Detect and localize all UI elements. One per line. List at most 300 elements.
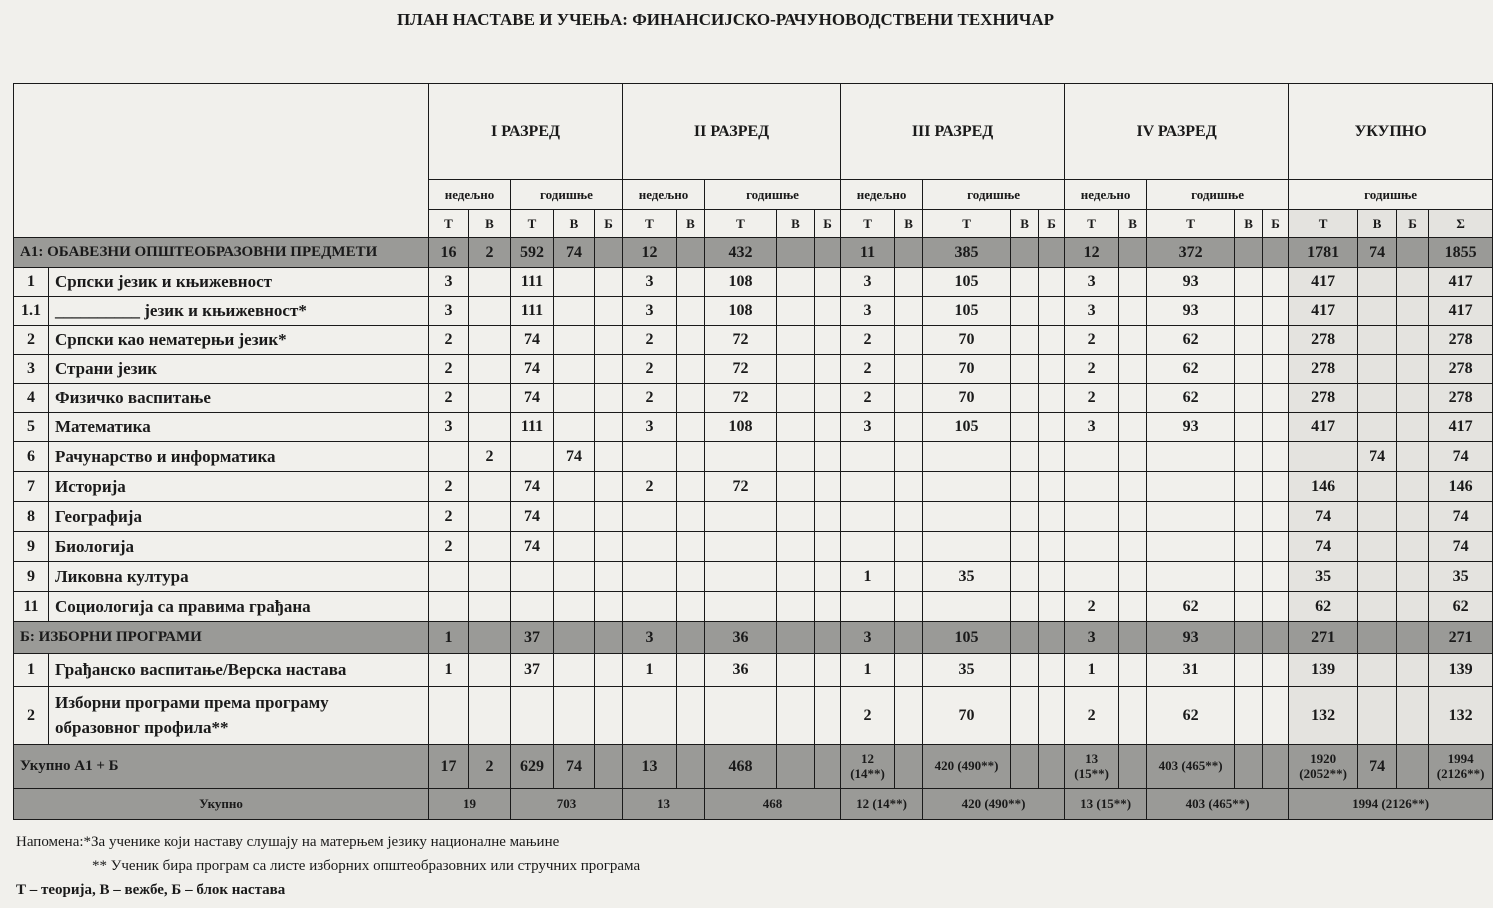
- subject-name: __________ језик и књижевност*: [49, 297, 429, 326]
- subject-value: 62: [1147, 355, 1235, 384]
- subject-value: 62: [1429, 592, 1493, 622]
- subject-value: 62: [1147, 687, 1235, 745]
- subject-value: 111: [511, 297, 554, 326]
- subject-value: 2: [429, 384, 469, 413]
- subject-value: [1263, 562, 1289, 592]
- subject-value: [469, 384, 511, 413]
- group-b-value: 37: [511, 622, 554, 654]
- subject-value: [923, 592, 1011, 622]
- subject-value: [777, 592, 815, 622]
- subject-value: 93: [1147, 297, 1235, 326]
- col-b-header: Б: [1263, 210, 1289, 238]
- subject-value: 2: [429, 326, 469, 355]
- subject-value: [815, 562, 841, 592]
- subject-value: [595, 297, 623, 326]
- weekly-header: недељно: [623, 180, 705, 210]
- subject-value: 1: [623, 654, 677, 687]
- subject-value: 3: [623, 268, 677, 297]
- subject-value: [777, 442, 815, 472]
- subject-value: [1235, 592, 1263, 622]
- subject-value: 62: [1147, 326, 1235, 355]
- row-number: 1: [14, 268, 49, 297]
- subject-value: 3: [841, 297, 895, 326]
- subject-value: [1147, 502, 1235, 532]
- subject-value: 3: [841, 268, 895, 297]
- group-a-value: 432: [705, 238, 777, 268]
- subject-value: [1119, 502, 1147, 532]
- group-b-value: 105: [923, 622, 1011, 654]
- subject-value: [677, 326, 705, 355]
- subject-value: [705, 562, 777, 592]
- subject-value: [777, 532, 815, 562]
- subject-value: [895, 592, 923, 622]
- subject-value: 35: [1289, 562, 1358, 592]
- col-t-header: Т: [841, 210, 895, 238]
- subject-value: [1358, 384, 1397, 413]
- subject-value: [1235, 297, 1263, 326]
- group-b-value: [1263, 622, 1289, 654]
- subject-value: 2: [841, 384, 895, 413]
- subject-value: [469, 654, 511, 687]
- subject-value: 2: [623, 384, 677, 413]
- subject-value: 70: [923, 687, 1011, 745]
- group-b-value: [554, 622, 595, 654]
- subject-value: 74: [1429, 532, 1493, 562]
- subject-name: Српски језик и књижевност: [49, 268, 429, 297]
- subject-value: [1263, 442, 1289, 472]
- subject-value: [815, 442, 841, 472]
- col-v-header: В: [1358, 210, 1397, 238]
- subject-value: [1263, 268, 1289, 297]
- subject-value: [511, 592, 554, 622]
- subject-value: 139: [1289, 654, 1358, 687]
- subject-value: [1011, 297, 1039, 326]
- group-a-value: [1119, 238, 1147, 268]
- subject-value: [554, 562, 595, 592]
- group-b-value: [1011, 622, 1039, 654]
- col-t-header: Т: [705, 210, 777, 238]
- col-v-header: В: [469, 210, 511, 238]
- subject-value: 105: [923, 413, 1011, 442]
- subject-value: 72: [705, 326, 777, 355]
- subject-value: 1: [841, 654, 895, 687]
- subject-value: [1263, 297, 1289, 326]
- subject-value: [429, 562, 469, 592]
- subject-value: [1147, 532, 1235, 562]
- subject-value: [1358, 268, 1397, 297]
- subject-name: Физичко васпитање: [49, 384, 429, 413]
- subject-value: [1039, 326, 1065, 355]
- subject-name: Страни језик: [49, 355, 429, 384]
- total-ab-value: 13 (15**): [1065, 745, 1119, 789]
- group-a-value: [595, 238, 623, 268]
- row-number: 1: [14, 654, 49, 687]
- col-t-header: Т: [1147, 210, 1235, 238]
- yearly-header: годишње: [1147, 180, 1289, 210]
- subject-value: [1119, 654, 1147, 687]
- subject-value: [1235, 268, 1263, 297]
- subject-value: [1358, 592, 1397, 622]
- subject-value: [1397, 654, 1429, 687]
- subject-value: [815, 592, 841, 622]
- subject-name: Математика: [49, 413, 429, 442]
- subject-value: 62: [1147, 384, 1235, 413]
- subject-value: [554, 326, 595, 355]
- group-b-value: [469, 622, 511, 654]
- row-number: 2: [14, 687, 49, 745]
- subject-value: 2: [1065, 687, 1119, 745]
- col-t-header: Т: [1289, 210, 1358, 238]
- subject-value: 417: [1429, 297, 1493, 326]
- subject-value: [815, 326, 841, 355]
- subject-value: [1011, 472, 1039, 502]
- subject-value: [1011, 532, 1039, 562]
- group-b-value: 93: [1147, 622, 1235, 654]
- subject-value: 132: [1429, 687, 1493, 745]
- subject-value: 62: [1289, 592, 1358, 622]
- subject-value: [1397, 355, 1429, 384]
- subject-value: 2: [429, 532, 469, 562]
- subject-value: [1039, 442, 1065, 472]
- subject-value: 3: [429, 268, 469, 297]
- subject-value: [1235, 384, 1263, 413]
- subject-value: [1039, 297, 1065, 326]
- col-t-header: Т: [429, 210, 469, 238]
- subject-value: [895, 687, 923, 745]
- subject-value: 74: [1429, 502, 1493, 532]
- grand-total-value: 19: [429, 789, 511, 820]
- group-a-value: 74: [1358, 238, 1397, 268]
- subject-value: [895, 654, 923, 687]
- subject-value: [777, 687, 815, 745]
- subject-value: [554, 502, 595, 532]
- subject-name: Историја: [49, 472, 429, 502]
- total-ab-value: [815, 745, 841, 789]
- subject-value: [677, 413, 705, 442]
- subject-value: 74: [511, 326, 554, 355]
- subject-value: [895, 442, 923, 472]
- col-v-header: В: [895, 210, 923, 238]
- subject-value: [777, 502, 815, 532]
- subject-value: [895, 355, 923, 384]
- note-legend: Т – теорија, В – вежбе, Б – блок настава: [16, 882, 286, 898]
- subject-value: 132: [1289, 687, 1358, 745]
- subject-value: 278: [1289, 384, 1358, 413]
- subject-value: 36: [705, 654, 777, 687]
- subject-value: [815, 297, 841, 326]
- subject-value: [595, 384, 623, 413]
- subject-value: 111: [511, 268, 554, 297]
- subject-value: [1119, 355, 1147, 384]
- subject-value: [554, 532, 595, 562]
- subject-value: [923, 442, 1011, 472]
- subject-name: Биологија: [49, 532, 429, 562]
- subject-value: [815, 472, 841, 502]
- subject-value: [1358, 413, 1397, 442]
- row-number: 4: [14, 384, 49, 413]
- subject-value: [677, 687, 705, 745]
- row-number: 11: [14, 592, 49, 622]
- subject-name: Грађанско васпитање/Верска настава: [49, 654, 429, 687]
- subject-value: [1397, 413, 1429, 442]
- row-number: 7: [14, 472, 49, 502]
- group-a-value: 2: [469, 238, 511, 268]
- subject-value: [595, 532, 623, 562]
- group-b-value: 1: [429, 622, 469, 654]
- subject-value: [677, 592, 705, 622]
- subject-value: [1039, 355, 1065, 384]
- total-ab-value: 74: [554, 745, 595, 789]
- subject-value: 93: [1147, 413, 1235, 442]
- header-blank: [14, 84, 429, 238]
- group-b-value: [1119, 622, 1147, 654]
- subject-value: [1039, 384, 1065, 413]
- subject-value: [677, 442, 705, 472]
- subject-value: 74: [554, 442, 595, 472]
- subject-value: 417: [1429, 413, 1493, 442]
- subject-value: 74: [511, 472, 554, 502]
- subject-value: 105: [923, 297, 1011, 326]
- subject-value: 3: [841, 413, 895, 442]
- subject-value: [1397, 472, 1429, 502]
- subject-value: 1: [429, 654, 469, 687]
- grand-total-value: 12 (14**): [841, 789, 923, 820]
- subject-value: [777, 472, 815, 502]
- subject-value: [1263, 687, 1289, 745]
- row-number: 6: [14, 442, 49, 472]
- subject-value: [1039, 532, 1065, 562]
- grand-total-label: Укупно: [14, 789, 429, 820]
- subject-value: [554, 472, 595, 502]
- total-header: УКУПНО: [1289, 84, 1493, 180]
- subject-value: [554, 297, 595, 326]
- subject-value: 70: [923, 326, 1011, 355]
- subject-value: [705, 592, 777, 622]
- col-b-header: Б: [1039, 210, 1065, 238]
- subject-value: 278: [1289, 355, 1358, 384]
- grand-total-value: 703: [511, 789, 623, 820]
- note-line-2: ** Ученик бира програм са листе изборних општеобразовних или стручних програма: [92, 858, 641, 874]
- subject-value: [1235, 687, 1263, 745]
- subject-value: [815, 384, 841, 413]
- total-ab-value: 17: [429, 745, 469, 789]
- subject-value: 417: [1289, 297, 1358, 326]
- grand-total-value: 13 (15**): [1065, 789, 1147, 820]
- subject-value: 74: [1429, 442, 1493, 472]
- subject-value: 35: [1429, 562, 1493, 592]
- subject-value: [469, 592, 511, 622]
- subject-value: 74: [1289, 502, 1358, 532]
- group-b-value: [895, 622, 923, 654]
- group-b-value: 3: [1065, 622, 1119, 654]
- subject-value: [1358, 687, 1397, 745]
- subject-value: 139: [1429, 654, 1493, 687]
- subject-value: [1011, 384, 1039, 413]
- subject-value: [469, 472, 511, 502]
- group-b-value: 36: [705, 622, 777, 654]
- subject-value: [1065, 502, 1119, 532]
- col-v-header: В: [1011, 210, 1039, 238]
- subject-value: [429, 592, 469, 622]
- subject-value: 146: [1289, 472, 1358, 502]
- group-a-value: 16: [429, 238, 469, 268]
- subject-value: [1263, 532, 1289, 562]
- group-b-value: [777, 622, 815, 654]
- subject-value: 3: [1065, 413, 1119, 442]
- subject-value: [841, 502, 895, 532]
- subject-value: [1119, 326, 1147, 355]
- subject-value: 2: [623, 326, 677, 355]
- subject-value: [705, 687, 777, 745]
- subject-value: [923, 502, 1011, 532]
- group-b-value: 271: [1289, 622, 1358, 654]
- yearly-header: годишње: [705, 180, 841, 210]
- subject-value: [1263, 654, 1289, 687]
- subject-value: [1119, 532, 1147, 562]
- subject-value: [1235, 326, 1263, 355]
- grade-header: II РАЗРЕД: [623, 84, 841, 180]
- subject-name-line-2: образовног профила**: [55, 717, 229, 737]
- subject-value: 278: [1289, 326, 1358, 355]
- subject-value: [705, 532, 777, 562]
- subject-value: [1039, 268, 1065, 297]
- subject-value: [1235, 355, 1263, 384]
- col-b-header: Б: [815, 210, 841, 238]
- subject-value: [1065, 562, 1119, 592]
- subject-value: [595, 562, 623, 592]
- group-a-value: [1397, 238, 1429, 268]
- group-a-value: [895, 238, 923, 268]
- subject-value: [1039, 413, 1065, 442]
- subject-value: [895, 472, 923, 502]
- subject-value: [554, 384, 595, 413]
- subject-value: 2: [469, 442, 511, 472]
- subject-value: [1263, 592, 1289, 622]
- subject-value: [554, 355, 595, 384]
- subject-value: [554, 268, 595, 297]
- subject-value: 74: [511, 502, 554, 532]
- group-a-value: 385: [923, 238, 1011, 268]
- subject-value: [815, 268, 841, 297]
- subject-value: 108: [705, 268, 777, 297]
- subject-value: [469, 532, 511, 562]
- group-a-value: 592: [511, 238, 554, 268]
- group-b-value: [677, 622, 705, 654]
- subject-value: [623, 687, 677, 745]
- subject-value: [1011, 654, 1039, 687]
- subject-value: [1119, 472, 1147, 502]
- curriculum-table: [13, 83, 1493, 820]
- col-t-header: Т: [1065, 210, 1119, 238]
- subject-value: 74: [511, 532, 554, 562]
- subject-value: [895, 502, 923, 532]
- col-v-header: В: [1119, 210, 1147, 238]
- yearly-header: годишње: [511, 180, 623, 210]
- subject-value: [1235, 532, 1263, 562]
- subject-value: 72: [705, 472, 777, 502]
- subject-value: 417: [1289, 413, 1358, 442]
- col-v-header: В: [677, 210, 705, 238]
- subject-value: [1011, 442, 1039, 472]
- subject-value: [1235, 472, 1263, 502]
- subject-value: [895, 326, 923, 355]
- grand-total-value: 468: [705, 789, 841, 820]
- subject-value: [1147, 472, 1235, 502]
- subject-value: [1119, 562, 1147, 592]
- group-a-value: 12: [1065, 238, 1119, 268]
- subject-value: [1358, 654, 1397, 687]
- subject-value: [815, 532, 841, 562]
- subject-value: [777, 355, 815, 384]
- subject-value: [1358, 355, 1397, 384]
- subject-value: [1263, 355, 1289, 384]
- subject-value: [895, 562, 923, 592]
- subject-value: [677, 654, 705, 687]
- col-t-header: Т: [511, 210, 554, 238]
- subject-value: 1: [841, 562, 895, 592]
- subject-value: 74: [511, 384, 554, 413]
- subject-value: 3: [1065, 297, 1119, 326]
- subject-value: [1119, 442, 1147, 472]
- subject-value: [895, 268, 923, 297]
- subject-value: [554, 654, 595, 687]
- subject-value: [1235, 502, 1263, 532]
- subject-value: [1358, 297, 1397, 326]
- subject-name: Рачунарство и информатика: [49, 442, 429, 472]
- weekly-header: недељно: [841, 180, 923, 210]
- subject-value: [1263, 326, 1289, 355]
- total-ab-value: 629: [511, 745, 554, 789]
- group-a-value: [1235, 238, 1263, 268]
- group-a-value: [815, 238, 841, 268]
- grade-header: I РАЗРЕД: [429, 84, 623, 180]
- subject-value: [1235, 562, 1263, 592]
- subject-value: [677, 532, 705, 562]
- subject-value: [1065, 472, 1119, 502]
- subject-value: [469, 297, 511, 326]
- subject-value: [1119, 687, 1147, 745]
- yearly-header: годишње: [923, 180, 1065, 210]
- total-ab-value: 468: [705, 745, 777, 789]
- subject-value: [895, 413, 923, 442]
- subject-value: [1397, 384, 1429, 413]
- subject-value: 62: [1147, 592, 1235, 622]
- group-b-value: 271: [1429, 622, 1493, 654]
- total-ab-value: 74: [1358, 745, 1397, 789]
- subject-value: [705, 502, 777, 532]
- subject-value: 2: [1065, 592, 1119, 622]
- total-ab-value: [1119, 745, 1147, 789]
- total-ab-value: [595, 745, 623, 789]
- subject-value: [841, 442, 895, 472]
- subject-value: [1289, 442, 1358, 472]
- subject-value: [777, 326, 815, 355]
- subject-value: [1119, 413, 1147, 442]
- subject-value: 2: [623, 355, 677, 384]
- group-a-value: 1855: [1429, 238, 1493, 268]
- total-ab-value: [777, 745, 815, 789]
- subject-value: [623, 562, 677, 592]
- subject-value: [1119, 268, 1147, 297]
- subject-value: 3: [623, 297, 677, 326]
- group-b-value: [1358, 622, 1397, 654]
- row-number: 2: [14, 326, 49, 355]
- weekly-header: недељно: [1065, 180, 1147, 210]
- subject-value: [595, 268, 623, 297]
- subject-value: [815, 413, 841, 442]
- subject-value: 93: [1147, 268, 1235, 297]
- group-a-value: [777, 238, 815, 268]
